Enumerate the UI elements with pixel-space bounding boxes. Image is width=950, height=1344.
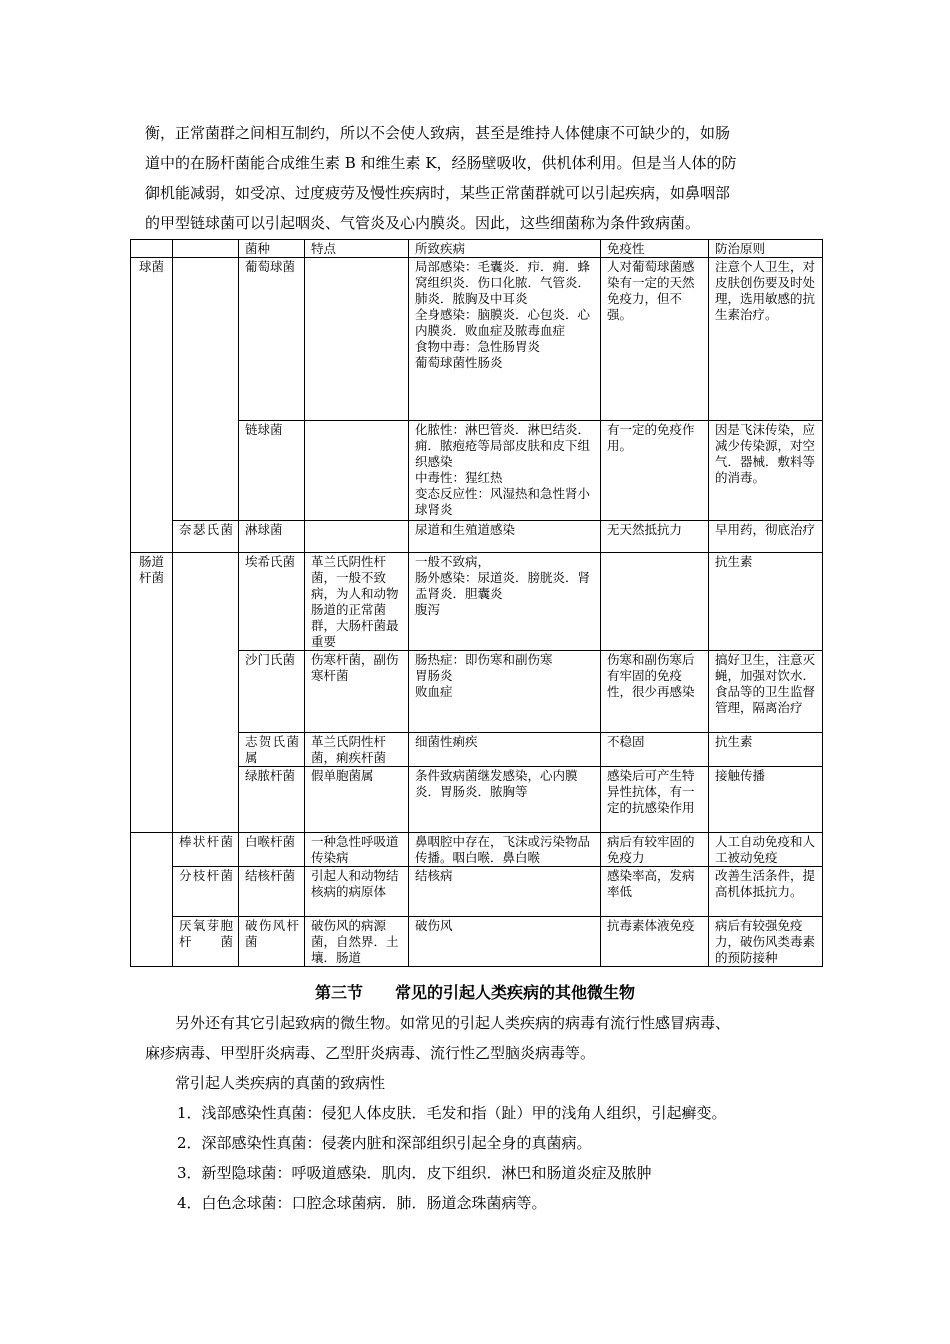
disease-cell [409, 867, 601, 917]
virus-line: 麻疹病毒、甲型肝炎病毒、乙型肝炎病毒、流行性乙型脑炎病毒等。 [145, 1044, 596, 1062]
disease-line: 一般不致病， [415, 554, 491, 569]
subgroup-cell [173, 258, 239, 521]
disease-line: 腹泻 [415, 602, 441, 617]
feature-cell: 伤寒杆菌，副伤寒杆菌 [305, 651, 409, 733]
species-cell: 葡萄球菌 [239, 258, 305, 421]
disease-line: 细菌性痢疾 [415, 734, 478, 749]
table-header-row [131, 240, 823, 258]
prevention-cell: 搞好卫生，注意灭蝇，加强对饮水．食品等的卫生监督管理，隔离治疗 [709, 651, 823, 733]
disease-line: 肠外感染：尿道炎．膀胱炎．肾盂肾炎．胆囊炎 [415, 570, 591, 601]
immunity-cell: 不稳固 [601, 733, 709, 767]
fungi-item: 2．深部感染性真菌：侵袭内脏和深部组织引起全身的真菌病。 [177, 1134, 592, 1152]
table-row [131, 917, 823, 967]
table-header-cell: 菌种 [239, 240, 305, 258]
prevention-cell: 抗生素 [709, 553, 823, 651]
feature-cell: 引起人和动物结核病的病原体 [305, 867, 409, 917]
immunity-cell: 伤寒和副伤寒后有牢固的免疫性，很少再感染 [601, 651, 709, 733]
bacteria-table [130, 239, 823, 967]
disease-line: 结核病 [415, 868, 453, 883]
feature-cell: 破伤风的病源菌，自然界．土壤．肠道 [305, 917, 409, 967]
disease-cell [409, 767, 601, 833]
group-cell: 球菌 [131, 258, 173, 553]
fungi-item: 4．白色念球菌：口腔念球菌病．肺．肠道念珠菌病等。 [177, 1194, 547, 1212]
prevention-cell: 抗生素 [709, 733, 823, 767]
feature-cell: 一种急性呼吸道传染病 [305, 833, 409, 867]
species-cell: 绿脓杆菌 [239, 767, 305, 833]
feature-cell: 革兰氏阴性杆菌，痢疾杆菌 [305, 733, 409, 767]
prevention-cell: 改善生活条件，提高机体抵抗力。 [709, 867, 823, 917]
intro-line: 的甲型链球菌可以引起咽炎、气管炎及心内膜炎。因此，这些细菌称为条件致病菌。 [145, 214, 701, 232]
disease-cell [409, 521, 601, 553]
disease-line: 败血症 [415, 684, 453, 699]
disease-line: 中毒性：猩红热 [415, 470, 503, 485]
table-header-cell: 防治原则 [709, 240, 823, 258]
disease-cell [409, 833, 601, 867]
disease-line: 变态反应性：风湿热和急性肾小球肾炎 [415, 486, 591, 517]
prevention-cell: 病后有较强免疫力，破伤风类毒素的预防接种 [709, 917, 823, 967]
table-row [131, 553, 823, 651]
disease-cell [409, 917, 601, 967]
disease-line: 全身感染：脑膜炎．心包炎．心内膜炎．败血症及脓毒血症 [415, 307, 591, 338]
prevention-cell: 注意个人卫生，对皮肤创伤要及时处理，选用敏感的抗生素治疗。 [709, 258, 823, 421]
disease-line: 葡萄球菌性肠炎 [415, 355, 503, 370]
feature-cell [305, 421, 409, 521]
species-cell: 沙门氏菌 [239, 651, 305, 733]
subgroup-cell: 奈瑟氏菌 [173, 521, 239, 553]
disease-cell [409, 258, 601, 421]
immunity-cell: 有一定的免疫作用。 [601, 421, 709, 521]
species-cell: 结核杆菌 [239, 867, 305, 917]
disease-line: 化脓性：淋巴管炎．淋巴结炎．痈．脓疱疮等局部皮肤和皮下组织感染 [415, 422, 591, 469]
immunity-cell: 人对葡萄球菌感染有一定的天然免疫力，但不强。 [601, 258, 709, 421]
virus-line: 另外还有其它引起致病的微生物。如常见的引起人类疾病的病毒有流行性感冒病毒、 [145, 1014, 731, 1032]
fungi-item: 3．新型隐球菌：呼吸道感染．肌肉．皮下组织．淋巴和肠道炎症及脓肿 [177, 1164, 652, 1182]
disease-line: 鼻咽腔中存在，飞沫或污染物品传播。咽白喉．鼻白喉 [415, 834, 591, 865]
species-cell: 志贺氏菌属 [239, 733, 305, 767]
disease-line: 条件致病菌继发感染，心内膜炎．胃肠炎．脓胸等 [415, 768, 578, 799]
disease-line: 破伤风 [415, 918, 453, 933]
table-header-cell [131, 240, 173, 258]
disease-cell [409, 651, 601, 733]
intro-line: 衡，正常菌群之间相互制约，所以不会使人致病，甚至是维持人体健康不可缺少的，如肠 [145, 124, 731, 142]
feature-cell: 革兰氏阴性杆菌，一般不致病，为人和动物肠道的正常菌群，大肠杆菌最重要 [305, 553, 409, 651]
prevention-cell: 人工自动免疫和人工被动免疫 [709, 833, 823, 867]
disease-line: 肠热症：即伤寒和副伤寒 [415, 652, 553, 667]
disease-cell [409, 421, 601, 521]
immunity-cell: 感染后可产生特异性抗体，有一定的抗感染作用 [601, 767, 709, 833]
feature-cell [305, 258, 409, 421]
species-cell: 链球菌 [239, 421, 305, 521]
disease-line: 食物中毒：急性肠胃炎 [415, 339, 541, 354]
disease-line: 局部感染：毛囊炎．疖．痈．蜂窝组织炎．伤口化脓．气管炎．肺炎．脓胸及中耳炎 [415, 259, 591, 306]
immunity-cell [601, 553, 709, 651]
immunity-cell: 病后有较牢固的免疫力 [601, 833, 709, 867]
fungi-item: 1．浅部感染性真菌：侵犯人体皮肤．毛发和指（趾）甲的浅角人组织，引起癣变。 [177, 1104, 727, 1122]
species-cell: 淋球菌 [239, 521, 305, 553]
subgroup-cell: 棒状杆菌 [173, 833, 239, 867]
immunity-cell: 抗毒素体液免疫 [601, 917, 709, 967]
disease-line: 尿道和生殖道感染 [415, 522, 516, 537]
fungi-intro [145, 1068, 835, 1098]
species-cell: 破伤风杆菌 [239, 917, 305, 967]
disease-line: 胃肠炎 [415, 668, 453, 683]
feature-cell [305, 521, 409, 553]
section-title: 第三节 常见的引起人类疾病的其他微生物 [314, 983, 635, 1002]
table-header-cell: 所致疾病 [409, 240, 601, 258]
table-row [131, 258, 823, 421]
fungi-intro-line: 常引起人类疾病的真菌的致病性 [145, 1074, 386, 1092]
table-header-cell: 特点 [305, 240, 409, 258]
intro-paragraph [145, 118, 813, 238]
disease-cell [409, 733, 601, 767]
disease-cell [409, 553, 601, 651]
intro-line: 道中的在肠杆菌能合成维生素 B 和维生素 K，经肠壁吸收，供机体利用。但是当人体的防 [145, 154, 737, 172]
table-header-cell: 免疫性 [601, 240, 709, 258]
subgroup-cell: 厌氧芽胞杆菌 [173, 917, 239, 967]
prevention-cell: 因是飞沫传染，应减少传染源，对空气．器械．敷料等的消毒。 [709, 421, 823, 521]
immunity-cell: 无天然抵抗力 [601, 521, 709, 553]
subgroup-cell: 分枝杆菌 [173, 867, 239, 917]
table-row [131, 867, 823, 917]
immunity-cell: 感染率高，发病率低 [601, 867, 709, 917]
prevention-cell: 早用药，彻底治疗 [709, 521, 823, 553]
virus-paragraph [145, 1008, 835, 1068]
table-row [131, 833, 823, 867]
table-header-cell [173, 240, 239, 258]
species-cell: 埃希氏菌 [239, 553, 305, 651]
table-row [131, 521, 823, 553]
subgroup-cell [173, 553, 239, 833]
feature-cell: 假单胞菌属 [305, 767, 409, 833]
group-cell: 肠道杆菌 [131, 553, 173, 833]
intro-line: 御机能减弱，如受凉、过度疲劳及慢性疾病时，某些正常菌群就可以引起疾病，如鼻咽部 [145, 184, 731, 202]
group-cell [131, 833, 173, 967]
prevention-cell: 接触传播 [709, 767, 823, 833]
species-cell: 白喉杆菌 [239, 833, 305, 867]
